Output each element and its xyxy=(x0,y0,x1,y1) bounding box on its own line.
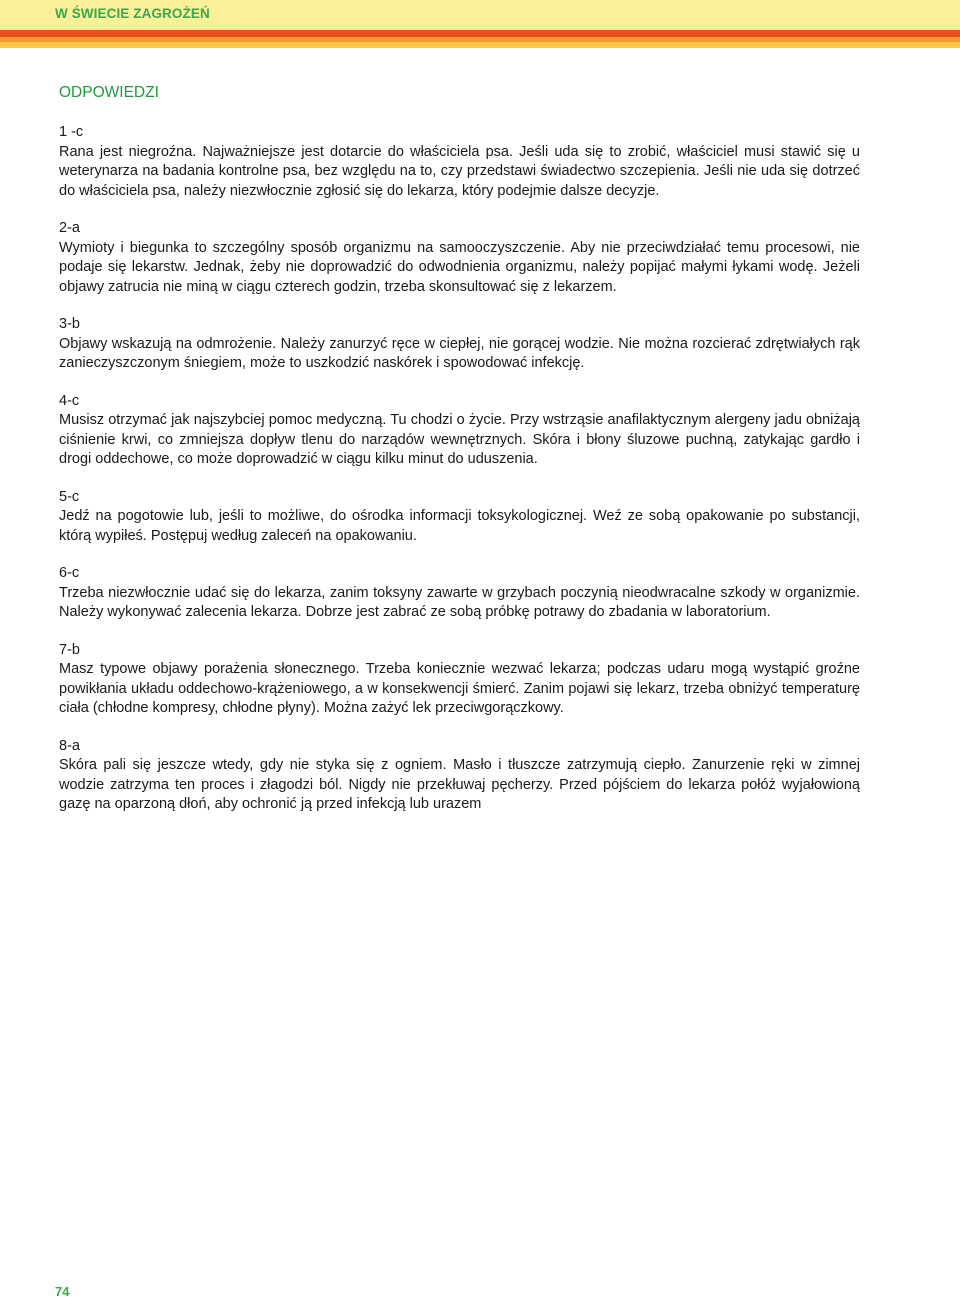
answer-label: 3-b xyxy=(59,316,80,332)
answer-item xyxy=(59,641,860,719)
answer-text: Wymioty i biegunka to szczególny sposób organizmu na samooczyszczenie. Aby nie przeciwdziałać temu procesowi, nie podaje się lekarstw. Jednak, żeby nie doprowadzić do odwodnienia organizmu, należy popijać małymi łykami wodę. Jeżeli objawy zatrucia nie miną w ciągu czterech godzin, trzeba skonsultować się z lekarzem. xyxy=(59,239,860,295)
answer-item xyxy=(59,392,860,470)
answer-label: 2-a xyxy=(59,220,80,236)
answer-label: 1 -c xyxy=(59,124,84,140)
answer-label: 7-b xyxy=(59,641,80,658)
answer-text: Musisz otrzymać jak najszybciej pomoc medyczną. Tu chodzi o życie. Przy wstrząsie anafilaktycznym alergeny jadu obniżają ciśnienie krwi, co zmniejsza dopływ tlenu do narządów wewnętrznych. Skóra i błony śluzowe puchną, zatykając gardło i drogi oddechowe, co może doprowadzić w ciągu kilku minut do uduszenia. xyxy=(59,412,860,467)
answer-text: Trzeba niezwłocznie udać się do lekarza, zanim toksyny zawarte w grzybach poczynią nieodwracalne szkody w organizmie. Należy wykonywać zalecenia lekarza. Dobrze jest zabrać ze sobą próbkę potrawy do zbadania w laboratorium. xyxy=(59,584,860,620)
answer-text: Jedź na pogotowie lub, jeśli to możliwe, do ośrodka informacji toksykologicznej. Weź ze sobą opakowanie po substancji, którą wypiłeś. Postępuj według zaleceń na opakowaniu. xyxy=(59,508,860,544)
answer-item xyxy=(59,737,860,815)
answer-label: 6-c xyxy=(59,565,80,581)
answer-item xyxy=(59,488,860,547)
answer-item xyxy=(59,123,860,201)
page-number: 74 xyxy=(55,1284,70,1299)
running-header-title: W ŚWIECIE ZAGROŻEŃ xyxy=(55,6,210,21)
header-stripe-yellow xyxy=(0,42,960,48)
answer-text: Masz typowe objawy porażenia słonecznego. Trzeba koniecznie wezwać lekarza; podczas udaru mogą wystąpić groźne powikłania układu oddechowo-krążeniowego, a w konsekwencji śmierć. Zanim pojawi się lekarz, trzeba obniżyć temperaturę ciała (chłodne kompresy, chłodne płyny). Można zażyć lek przeciwgorączkowy. xyxy=(59,661,860,716)
answer-label: 4-c xyxy=(59,392,80,409)
answer-text: Rana jest niegroźna. Najważniejsze jest dotarcie do właściciela psa. Jeśli uda się to zrobić, właściciel musi stawić się u weterynarza na badania kontrolne psa, bez względu na to, czy przedstawi świadectwo szczepienia. Jeśli nie uda się dotrzeć do właściciela psa, należy niezwłocznie zgłosić się do lekarza, który podejmie dalsze decyzje. xyxy=(59,143,860,199)
section-title: ODPOWIEDZI xyxy=(59,84,159,101)
answer-item xyxy=(59,315,860,374)
answer-item xyxy=(59,564,860,623)
answer-text: Skóra pali się jeszcze wtedy, gdy nie styka się z ogniem. Masło i tłuszcze zatrzymują ciepło. Zanurzenie ręki w zimnej wodzie zatrzyma ten proces i złagodzi ból. Nigdy nie przekłuwaj pęcherzy. Przed pójściem do lekarza połóż wyjałowioną gazę na oparzoną dłoń, aby ochronić ją przed infekcją lub urazem xyxy=(59,757,860,812)
answer-item xyxy=(59,219,860,297)
answer-text: Objawy wskazują na odmrożenie. Należy zanurzyć ręce w ciepłej, nie gorącej wodzie. Nie można rozcierać zdrętwiałych rąk zanieczyszczonym śniegiem, może to uszkodzić naskórek i spowodować infekcję. xyxy=(59,335,860,371)
answers-list xyxy=(59,123,860,833)
header-stripe-red xyxy=(0,30,960,37)
answer-label: 5-c xyxy=(59,488,80,505)
answer-label: 8-a xyxy=(59,737,80,754)
